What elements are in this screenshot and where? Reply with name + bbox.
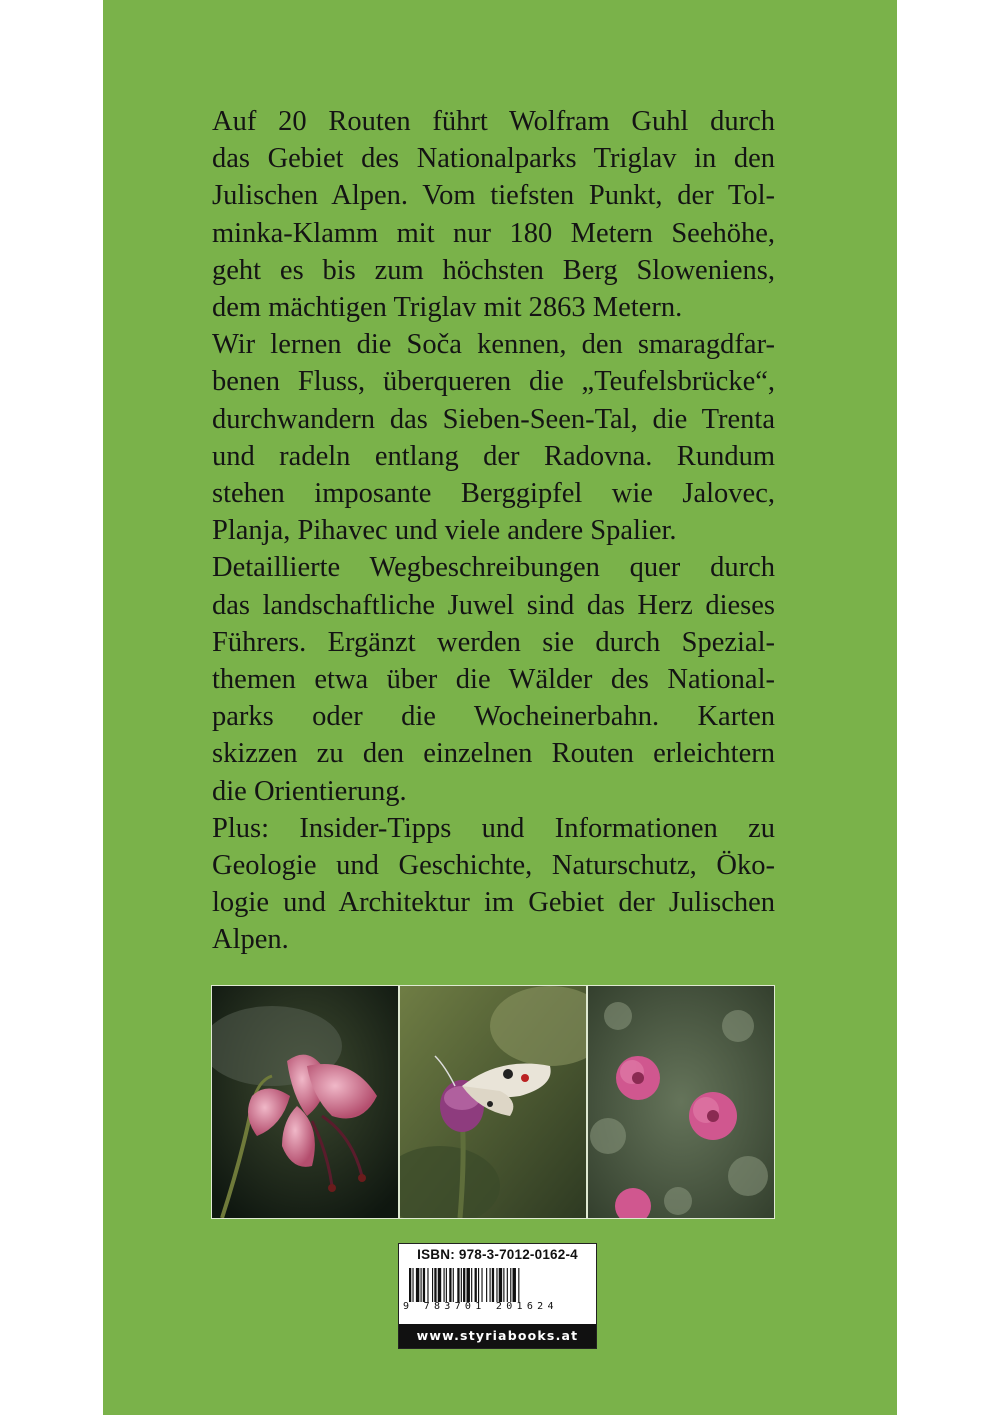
- barcode-bar: [432, 1268, 433, 1302]
- barcode-bar: [475, 1268, 477, 1302]
- barcode-bar: [513, 1268, 516, 1302]
- barcode-digits: 9 783701 201624: [403, 1301, 558, 1312]
- barcode-bar: [518, 1268, 519, 1302]
- turks-cap-lily-photo: [212, 986, 398, 1218]
- photo-strip: [211, 985, 775, 1219]
- barcode-bar: [461, 1268, 462, 1302]
- blurb-line: logie und Architektur im Gebiet der Julischen: [212, 887, 775, 919]
- pink-cinquefoil-photo: [588, 986, 774, 1218]
- barcode-bar: [421, 1268, 422, 1302]
- barcode-bar: [446, 1268, 447, 1302]
- blurb-line: Führers. Ergänzt werden sie durch Spezial-: [212, 626, 775, 658]
- blurb-line: Alpen.: [212, 924, 289, 956]
- barcode-bar: [416, 1268, 419, 1302]
- barcode-bar: [444, 1268, 445, 1302]
- blurb-line: skizzen zu den einzelnen Routen erleichtern: [212, 738, 775, 770]
- blurb-line: minka-Klamm mit nur 180 Metern Seehöhe,: [212, 217, 775, 249]
- blurb-line: die Orientierung.: [212, 775, 407, 807]
- barcode-bar: [423, 1268, 425, 1302]
- barcode-bar: [496, 1268, 497, 1302]
- blurb-line: Planja, Pihavec und viele andere Spalier.: [212, 515, 677, 547]
- publisher-website: www.styriabooks.at: [399, 1324, 596, 1348]
- blurb-line: geht es bis zum höchsten Berg Sloweniens,: [212, 254, 775, 286]
- blurb-line: benen Fluss, überqueren die „Teufelsbrücke“,: [212, 366, 775, 398]
- barcode-bar: [449, 1268, 451, 1302]
- blurb-line: themen etwa über die Wälder des National-: [212, 664, 775, 696]
- barcode-bar: [507, 1268, 508, 1302]
- barcode-bar: [409, 1268, 411, 1302]
- blurb-line: das landschaftliche Juwel sind das Herz dieses: [212, 589, 775, 621]
- blurb-line: Auf 20 Routen führt Wolfram Guhl durch: [212, 106, 775, 137]
- blurb-line: Geologie und Geschichte, Naturschutz, Öko-: [212, 850, 775, 882]
- barcode-bar: [503, 1268, 504, 1302]
- barcode-bar: [481, 1268, 482, 1302]
- barcode-bar: [438, 1268, 441, 1302]
- blurb-line: Detaillierte Wegbeschreibungen quer durch: [212, 552, 775, 584]
- blurb-line: Julischen Alpen. Vom tiefsten Punkt, der Tol-: [212, 180, 775, 212]
- blurb-line: stehen imposante Berggipfel wie Jalovec,: [212, 478, 775, 510]
- blurb-line: durchwandern das Sieben-Seen-Tal, die Trenta: [212, 403, 775, 435]
- barcode-bar: [486, 1268, 487, 1302]
- apollo-butterfly-on-thistle-photo: [400, 986, 586, 1218]
- blurb-line: und radeln entlang der Radovna. Rundum: [212, 440, 775, 472]
- isbn-number: ISBN: 978-3-7012-0162-4: [417, 1247, 578, 1262]
- barcode-bar: [490, 1268, 491, 1302]
- blurb-line: dem mächtigen Triglav mit 2863 Metern.: [212, 292, 683, 324]
- barcode-bar: [434, 1268, 436, 1302]
- barcode-bar: [471, 1268, 472, 1302]
- barcode-bar: [457, 1268, 459, 1302]
- barcode-bar: [467, 1268, 470, 1302]
- blurb-line: parks oder die Wocheinerbahn. Karten: [212, 701, 775, 733]
- barcode-bar: [427, 1268, 428, 1302]
- blurb-line: Wir lernen die Soča kennen, den smaragdfar-: [212, 329, 775, 361]
- barcode-bar: [412, 1268, 413, 1302]
- blurb-line: Plus: Insider-Tipps und Informationen zu: [212, 812, 775, 844]
- barcode-label: [398, 1243, 597, 1349]
- barcode-bar: [453, 1268, 454, 1302]
- barcode-bar: [478, 1268, 479, 1302]
- blurb-text: [212, 103, 775, 959]
- barcode-bar: [463, 1268, 465, 1302]
- barcode-bar: [492, 1268, 494, 1302]
- blurb-line: das Gebiet des Nationalparks Triglav in den: [212, 143, 775, 175]
- barcode-bar: [499, 1268, 502, 1302]
- barcode-bar: [510, 1268, 511, 1302]
